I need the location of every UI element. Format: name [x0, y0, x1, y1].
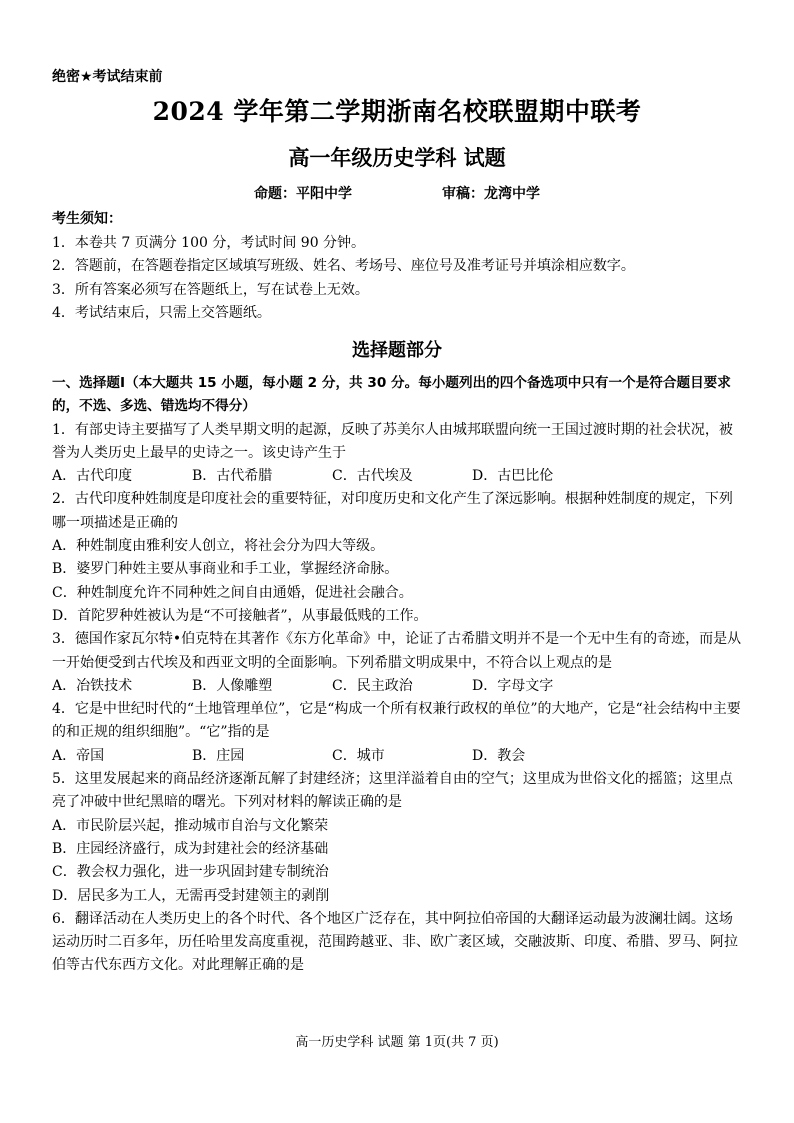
option: C．民主政治	[332, 677, 413, 694]
question-5-stem: 5．这里发展起来的商品经济逐渐瓦解了封建经济；这里洋溢着自由的空气；这里成为世俗文化的摇篮；这里点亮了冲破中世纪黑暗的曙光。下列对材料的解读正确的是	[52, 771, 733, 811]
question-4-options	[52, 745, 745, 768]
option: A．种姓制度由雅利安人创立，将社会分为四大等级。	[52, 538, 385, 555]
question-3-stem: 3．德国作家瓦尔特•伯克特在其著作《东方化革命》中，论证了古希腊文明并不是一个无中生有的奇迹，而是从一开始便受到古代埃及和西亚文明的全面影响。下列希腊文明成果中，不符合以上观点的是	[52, 631, 742, 671]
section-instruction: 一、选择题Ⅰ（本大题共 15 小题，每小题 2 分，共 30 分。每小题列出的四个备选项中只有一个是符合题目要求的，不选、多选、错选均不得分）	[52, 375, 731, 415]
questions-body	[52, 372, 745, 978]
option: D．字母文字	[472, 677, 554, 694]
notes-heading: 考生须知：	[52, 211, 122, 227]
page-footer: 高一历史学科 试题 第 1页(共 7 页)	[295, 1035, 499, 1050]
authors-line	[0, 183, 794, 203]
option: A．古代印度	[52, 468, 133, 485]
confidential-label: 绝密★考试结束前	[52, 69, 163, 85]
note-item: 4．考试结束后，只需上交答题纸。	[52, 305, 271, 321]
option: A．帝国	[52, 747, 105, 764]
exam-subtitle: 高一年级历史学科 试题	[288, 145, 506, 170]
option: B．婆罗门种姓主要从事商业和手工业，掌握经济命脉。	[52, 561, 399, 578]
note-item: 2．答题前，在答题卷指定区域填写班级、姓名、考场号、座位号及准考证号并填涂相应数字。	[52, 258, 635, 274]
option: B．古代希腊	[192, 468, 273, 485]
option: C．种姓制度允许不同种姓之间自由通婚，促进社会融合。	[52, 584, 413, 601]
question-3-options	[52, 675, 745, 698]
candidate-notes	[52, 208, 752, 326]
exam-title: 2024 学年第二学期浙南名校联盟期中联考	[152, 97, 642, 126]
option: D．首陀罗种姓被认为是“不可接触者”，从事最低贱的工作。	[52, 607, 428, 624]
proposer: 命题：平阳中学	[254, 186, 352, 202]
option: C．城市	[332, 747, 385, 764]
option: D．古巴比伦	[472, 468, 554, 485]
note-item: 3．所有答案必须写在答题纸上，写在试卷上无效。	[52, 281, 369, 298]
option: A．市民阶层兴起，推动城市自治与文化繁荣	[52, 817, 329, 834]
option: D．教会	[472, 747, 526, 764]
section-title: 选择题部分	[352, 340, 442, 361]
question-1-stem: 1．有部史诗主要描写了人类早期文明的起源，反映了苏美尔人由城邦联盟向统一王国过渡时期的社会状况，被誉为人类历史上最早的史诗之一。该史诗产生于	[52, 421, 733, 461]
note-item: 1．本卷共 7 页满分 100 分，考试时间 90 分钟。	[52, 234, 366, 251]
option: D．居民多为工人，无需再受封建领主的剥削	[52, 887, 330, 904]
option: C．古代埃及	[332, 468, 413, 485]
option: B．人像雕塑	[192, 677, 273, 694]
question-2-stem: 2．古代印度种姓制度是印度社会的重要特征，对印度历史和文化产生了深远影响。根据种姓制度的规定，下列哪一项描述是正确的	[52, 491, 733, 531]
question-6-stem: 6．翻译活动在人类历史上的各个时代、各个地区广泛存在，其中阿拉伯帝国的大翻译运动最为波澜壮阔。这场运动历时二百多年，历任哈里发高度重视，范围跨越亚、非、欧广袤区域，交融波斯、印度、希腊、罗马、阿拉伯等古代东西方文化。对此理解正确的是	[52, 910, 738, 974]
option: C．教会权力强化，进一步巩固封建专制统治	[52, 864, 329, 881]
question-4-stem: 4．它是中世纪时代的“土地管理单位”，它是“构成一个所有权兼行政权的单位”的大地产，它是“社会结构中主要的和正规的组织细胞”。“它”指的是	[52, 701, 741, 741]
reviewer: 审稿：龙湾中学	[442, 186, 540, 202]
question-1-options	[52, 465, 745, 488]
option: A．冶铁技术	[52, 677, 133, 694]
option: B．庄园	[192, 747, 245, 764]
option: B．庄园经济盛行，成为封建社会的经济基础	[52, 840, 329, 857]
